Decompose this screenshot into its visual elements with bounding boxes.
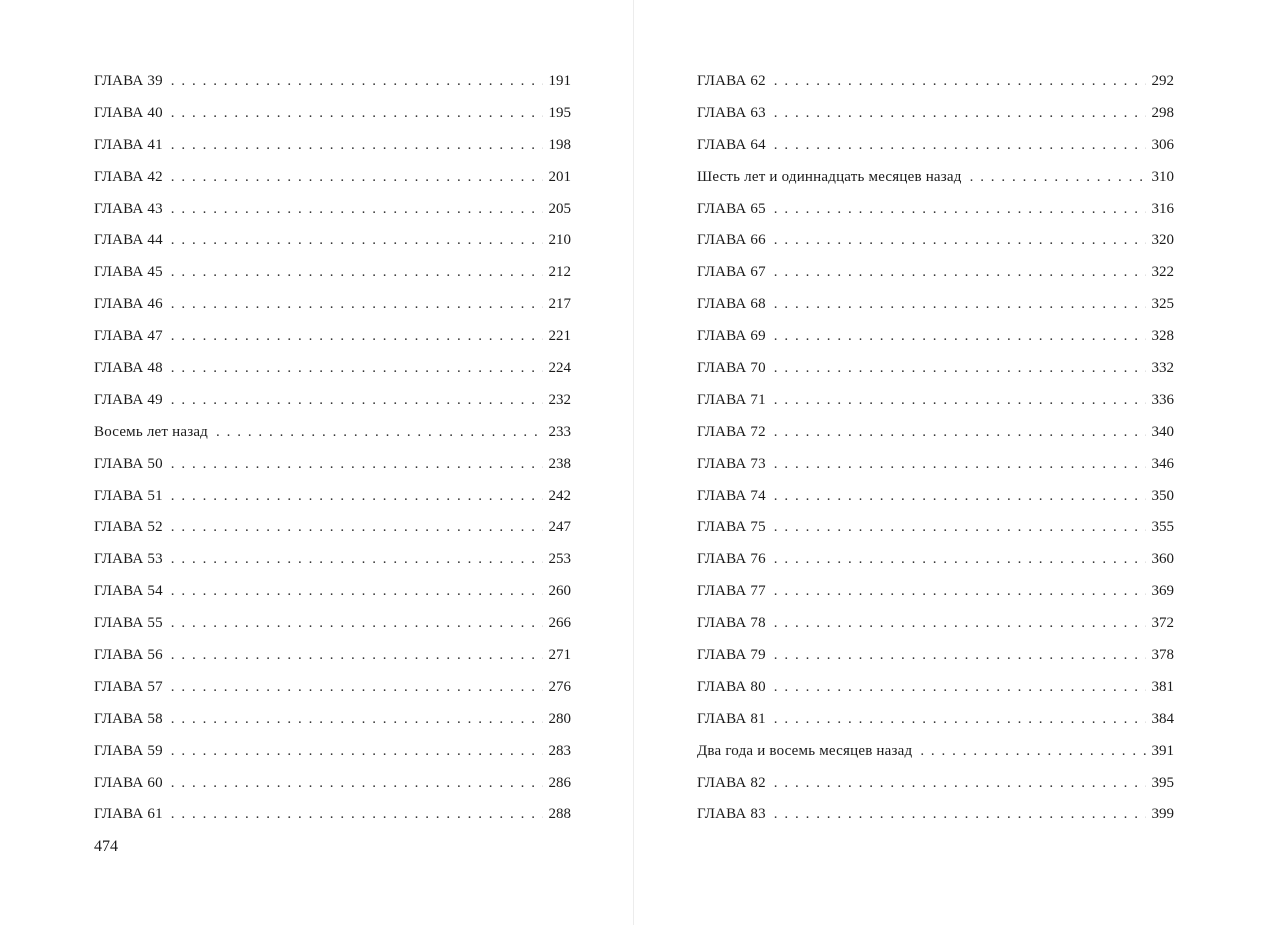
toc-entry[interactable] [94, 130, 571, 162]
dot-leader [171, 768, 543, 800]
toc-entry-page: 276 [548, 678, 571, 695]
toc-entry-title: ГЛАВА 68 [697, 296, 766, 313]
dot-leader [774, 481, 1146, 513]
dot-leader [774, 417, 1146, 449]
toc-entry[interactable] [697, 768, 1174, 800]
toc-entry[interactable] [697, 98, 1174, 130]
toc-entry-page: 195 [548, 104, 571, 121]
toc-entry-title: ГЛАВА 58 [94, 710, 163, 727]
dot-leader [774, 672, 1146, 704]
toc-entry[interactable] [697, 608, 1174, 640]
toc-entry[interactable] [697, 799, 1174, 831]
toc-entry-title: ГЛАВА 67 [697, 264, 766, 281]
dot-leader [774, 194, 1146, 226]
dot-leader [171, 194, 543, 226]
toc-entry-title: ГЛАВА 63 [697, 104, 766, 121]
toc-entry-page: 328 [1151, 328, 1174, 345]
toc-entry[interactable] [697, 449, 1174, 481]
dot-leader [171, 289, 543, 321]
dot-leader [774, 225, 1146, 257]
toc-entry[interactable] [697, 162, 1174, 194]
dot-leader [774, 98, 1146, 130]
toc-entry-page: 210 [548, 232, 571, 249]
dot-leader [774, 544, 1146, 576]
dot-leader [171, 66, 543, 98]
toc-entry-page: 320 [1151, 232, 1174, 249]
toc-entry[interactable] [697, 353, 1174, 385]
dot-leader [171, 98, 543, 130]
toc-entry-page: 332 [1151, 360, 1174, 377]
dot-leader [774, 768, 1146, 800]
dot-leader [774, 257, 1146, 289]
dot-leader [774, 576, 1146, 608]
toc-entry-page: 378 [1151, 647, 1174, 664]
toc-entry-title: Два года и восемь месяцев назад [697, 742, 913, 759]
toc-entry-title: ГЛАВА 43 [94, 200, 163, 217]
toc-entry-page: 283 [548, 742, 571, 759]
dot-leader [171, 704, 543, 736]
toc-entry-title: ГЛАВА 77 [697, 583, 766, 600]
toc-entry-page: 288 [548, 806, 571, 823]
dot-leader [774, 353, 1146, 385]
toc-entry-title: ГЛАВА 41 [94, 136, 163, 153]
toc-entry-title: ГЛАВА 80 [697, 678, 766, 695]
toc-entry-page: 350 [1151, 487, 1174, 504]
toc-entry-page: 384 [1151, 710, 1174, 727]
toc-entry-page: 325 [1151, 296, 1174, 313]
toc-entry-page: 322 [1151, 264, 1174, 281]
toc-entry[interactable] [697, 672, 1174, 704]
toc-entry-page: 224 [548, 360, 571, 377]
toc-entry[interactable] [697, 130, 1174, 162]
toc-list-left [94, 66, 571, 831]
toc-entry[interactable] [94, 353, 571, 385]
toc-entry[interactable] [94, 640, 571, 672]
dot-leader [171, 449, 543, 481]
dot-leader [171, 225, 543, 257]
toc-entry-page: 391 [1151, 742, 1174, 759]
toc-entry-page: 260 [548, 583, 571, 600]
toc-list-right [697, 66, 1174, 831]
toc-entry-page: 310 [1151, 168, 1174, 185]
dot-leader [774, 130, 1146, 162]
toc-entry-title: ГЛАВА 74 [697, 487, 766, 504]
toc-entry-page: 369 [1151, 583, 1174, 600]
toc-entry[interactable] [94, 608, 571, 640]
toc-entry-title: ГЛАВА 45 [94, 264, 163, 281]
toc-entry-title: ГЛАВА 66 [697, 232, 766, 249]
toc-entry-title: ГЛАВА 69 [697, 328, 766, 345]
toc-entry-title: ГЛАВА 79 [697, 647, 766, 664]
toc-entry[interactable] [94, 289, 571, 321]
toc-entry-title: ГЛАВА 57 [94, 678, 163, 695]
toc-entry-title: ГЛАВА 78 [697, 615, 766, 632]
dot-leader [774, 512, 1146, 544]
toc-entry[interactable] [94, 66, 571, 98]
toc-entry-title: ГЛАВА 59 [94, 742, 163, 759]
toc-entry[interactable] [697, 544, 1174, 576]
toc-entry-title: ГЛАВА 65 [697, 200, 766, 217]
toc-entry-title: ГЛАВА 55 [94, 615, 163, 632]
dot-leader [774, 449, 1146, 481]
dot-leader [171, 799, 543, 831]
toc-entry[interactable] [94, 512, 571, 544]
toc-entry-title: ГЛАВА 40 [94, 104, 163, 121]
toc-entry-title: ГЛАВА 62 [697, 73, 766, 89]
toc-entry-title: ГЛАВА 71 [697, 391, 766, 408]
toc-entry-title: ГЛАВА 82 [697, 774, 766, 791]
toc-entry[interactable] [697, 194, 1174, 226]
toc-entry-page: 247 [548, 519, 571, 536]
toc-entry-page: 306 [1151, 136, 1174, 153]
dot-leader [171, 512, 543, 544]
toc-entry[interactable] [94, 736, 571, 768]
toc-entry-page: 360 [1151, 551, 1174, 568]
dot-leader [774, 608, 1146, 640]
dot-leader [171, 576, 543, 608]
toc-entry-page: 355 [1151, 519, 1174, 536]
dot-leader [970, 162, 1146, 194]
toc-entry-page: 205 [548, 200, 571, 217]
toc-entry-title: ГЛАВА 61 [94, 806, 163, 823]
toc-entry-page: 286 [548, 774, 571, 791]
toc-entry-title: ГЛАВА 70 [697, 360, 766, 377]
toc-entry[interactable] [697, 321, 1174, 353]
toc-entry-page: 271 [548, 647, 571, 664]
toc-entry-page: 242 [548, 487, 571, 504]
dot-leader [171, 608, 543, 640]
toc-entry-title: ГЛАВА 73 [697, 455, 766, 472]
toc-entry[interactable] [697, 66, 1174, 98]
toc-entry-page: 336 [1151, 391, 1174, 408]
toc-entry[interactable] [94, 98, 571, 130]
toc-entry-title: ГЛАВА 39 [94, 73, 163, 89]
toc-entry-title: ГЛАВА 72 [697, 423, 766, 440]
toc-entry-title: ГЛАВА 47 [94, 328, 163, 345]
dot-leader [171, 257, 543, 289]
toc-entry-title: ГЛАВА 51 [94, 487, 163, 504]
toc-entry-page: 381 [1151, 678, 1174, 695]
toc-entry[interactable] [697, 576, 1174, 608]
dot-leader [774, 640, 1146, 672]
toc-entry-title: ГЛАВА 44 [94, 232, 163, 249]
dot-leader [171, 162, 543, 194]
toc-entry-title: ГЛАВА 50 [94, 455, 163, 472]
dot-leader [774, 66, 1146, 98]
toc-entry-page: 233 [548, 423, 571, 440]
toc-entry-page: 191 [548, 73, 571, 89]
dot-leader [171, 321, 543, 353]
dot-leader [774, 704, 1146, 736]
toc-entry[interactable] [94, 449, 571, 481]
dot-leader [774, 799, 1146, 831]
toc-entry-title: ГЛАВА 42 [94, 168, 163, 185]
toc-entry-title: ГЛАВА 64 [697, 136, 766, 153]
toc-entry[interactable] [94, 544, 571, 576]
toc-entry-title: ГЛАВА 75 [697, 519, 766, 536]
toc-entry[interactable] [94, 162, 571, 194]
dot-leader [920, 736, 1145, 768]
dot-leader [171, 481, 543, 513]
toc-entry-page: 346 [1151, 455, 1174, 472]
toc-entry[interactable] [697, 640, 1174, 672]
toc-entry-page: 266 [548, 615, 571, 632]
dot-leader [774, 289, 1146, 321]
dot-leader [774, 321, 1146, 353]
toc-entry[interactable] [697, 385, 1174, 417]
toc-entry-title: ГЛАВА 46 [94, 296, 163, 313]
toc-entry[interactable] [94, 481, 571, 513]
toc-entry-page: 316 [1151, 200, 1174, 217]
toc-entry[interactable] [94, 321, 571, 353]
toc-entry[interactable] [94, 194, 571, 226]
page-number: 474 [94, 838, 118, 855]
toc-entry-page: 253 [548, 551, 571, 568]
toc-entry[interactable] [94, 672, 571, 704]
toc-entry-page: 238 [548, 455, 571, 472]
toc-entry-page: 280 [548, 710, 571, 727]
toc-entry-page: 232 [548, 391, 571, 408]
toc-entry-title: ГЛАВА 54 [94, 583, 163, 600]
right-page [634, 0, 1266, 925]
dot-leader [171, 736, 543, 768]
dot-leader [171, 640, 543, 672]
toc-entry-page: 372 [1151, 615, 1174, 632]
dot-leader [171, 544, 543, 576]
toc-entry-page: 340 [1151, 423, 1174, 440]
dot-leader [171, 672, 543, 704]
toc-entry-page: 221 [548, 328, 571, 345]
toc-entry[interactable] [94, 799, 571, 831]
toc-entry[interactable] [94, 257, 571, 289]
dot-leader [774, 385, 1146, 417]
toc-entry-title: ГЛАВА 56 [94, 647, 163, 664]
toc-entry-page: 399 [1151, 806, 1174, 823]
dot-leader [171, 385, 543, 417]
toc-entry[interactable] [94, 768, 571, 800]
toc-entry[interactable] [697, 289, 1174, 321]
toc-entry-title: ГЛАВА 53 [94, 551, 163, 568]
toc-entry-title: Шесть лет и одиннадцать месяцев назад [697, 168, 962, 185]
toc-entry[interactable] [697, 736, 1174, 768]
toc-entry-page: 292 [1151, 73, 1174, 89]
dot-leader [171, 130, 543, 162]
toc-entry-title: ГЛАВА 76 [697, 551, 766, 568]
toc-entry[interactable] [94, 576, 571, 608]
toc-entry-title: Восемь лет назад [94, 423, 209, 440]
toc-entry[interactable] [94, 225, 571, 257]
toc-entry-title: ГЛАВА 52 [94, 519, 163, 536]
toc-entry-title: ГЛАВА 83 [697, 806, 766, 823]
toc-entry-title: ГЛАВА 49 [94, 391, 163, 408]
toc-entry[interactable] [94, 417, 571, 449]
toc-entry-page: 298 [1151, 104, 1174, 121]
toc-entry-page: 217 [548, 296, 571, 313]
toc-entry[interactable] [697, 225, 1174, 257]
toc-entry-title: ГЛАВА 81 [697, 710, 766, 727]
toc-entry[interactable] [697, 417, 1174, 449]
toc-entry-page: 212 [548, 264, 571, 281]
toc-entry[interactable] [697, 481, 1174, 513]
toc-entry-title: ГЛАВА 60 [94, 774, 163, 791]
toc-entry-page: 395 [1151, 774, 1174, 791]
dot-leader [216, 417, 542, 449]
toc-entry[interactable] [697, 704, 1174, 736]
toc-entry[interactable] [94, 704, 571, 736]
toc-entry[interactable] [697, 257, 1174, 289]
toc-entry-page: 201 [548, 168, 571, 185]
toc-entry-page: 198 [548, 136, 571, 153]
dot-leader [171, 353, 543, 385]
toc-entry[interactable] [697, 512, 1174, 544]
toc-entry[interactable] [94, 385, 571, 417]
toc-entry-title: ГЛАВА 48 [94, 360, 163, 377]
